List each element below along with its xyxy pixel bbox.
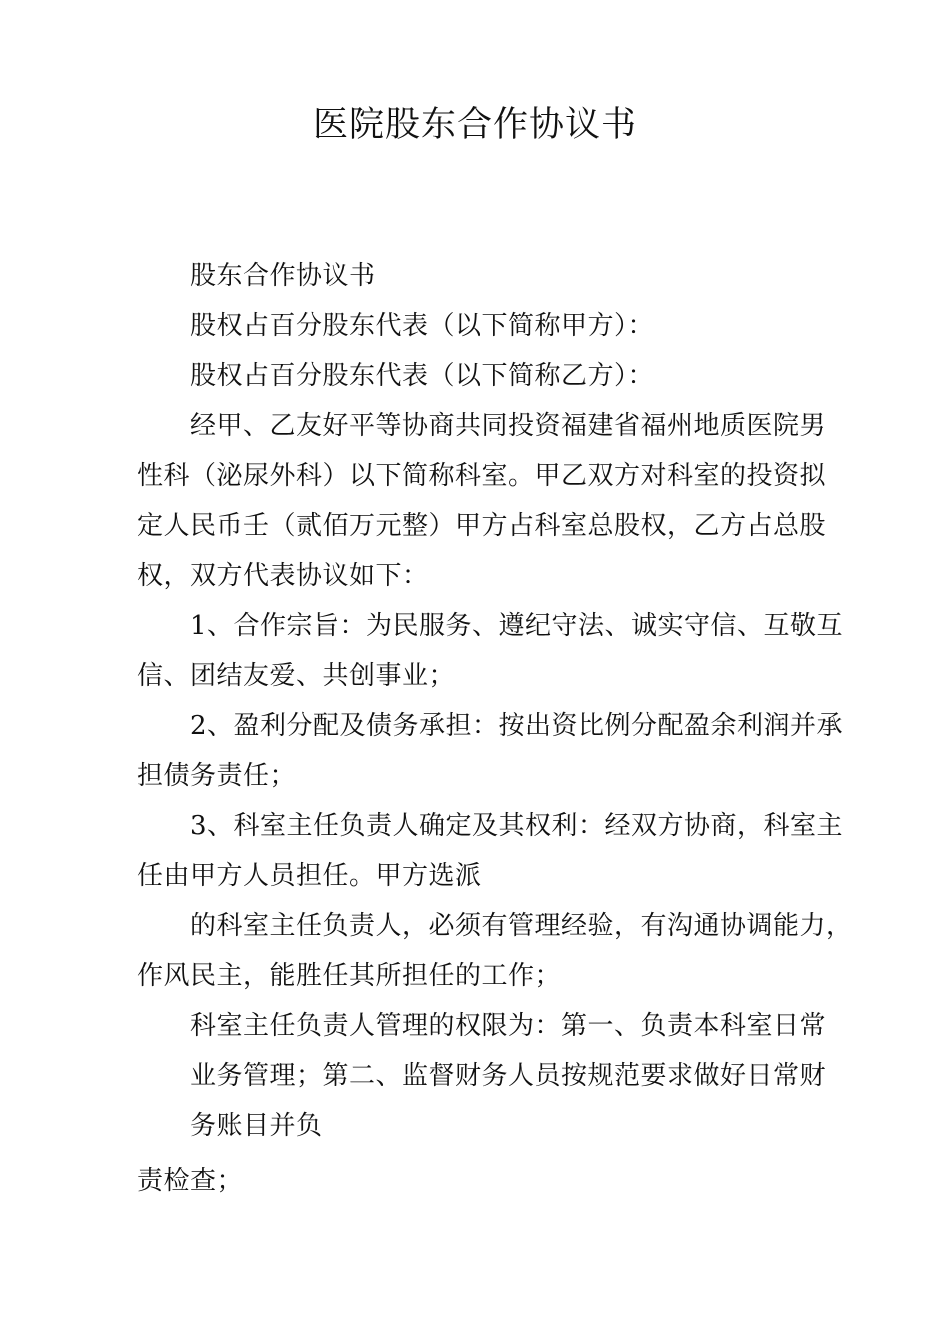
paragraph-line: 3、科室主任负责人确定及其权利：经双方协商，科室主 (190, 811, 844, 841)
paragraph-line: 2、盈利分配及债务承担：按出资比例分配盈余利润并承 (190, 711, 844, 741)
paragraph-line: 信、团结友爱、共创事业； (137, 661, 456, 691)
paragraph-line: 定人民币壬（贰佰万元整）甲方占科室总股权，乙方占总股 (137, 511, 827, 541)
paragraph-line: 业务管理；第二、监督财务人员按规范要求做好日常财 (190, 1061, 827, 1091)
paragraph-line: 经甲、乙友好平等协商共同投资福建省福州地质医院男 (190, 411, 827, 441)
paragraph-line: 作风民主，能胜任其所担任的工作； (137, 961, 562, 991)
paragraph-line: 务账目并负 (190, 1111, 323, 1141)
paragraph-line: 任由甲方人员担任。甲方选派 (137, 861, 482, 891)
paragraph-line: 科室主任负责人管理的权限为：第一、负责本科室日常 (190, 1011, 827, 1041)
paragraph-line: 权，双方代表协议如下： (137, 561, 429, 591)
paragraph-line: 的科室主任负责人，必须有管理经验，有沟通协调能力， (190, 911, 853, 941)
document-title: 医院股东合作协议书 (312, 105, 637, 145)
paragraph-line: 性科（泌尿外科）以下简称科室。甲乙双方对科室的投资拟 (137, 461, 827, 491)
paragraph-line: 股权占百分股东代表（以下简称甲方）： (190, 311, 655, 341)
paragraph-line: 1、合作宗旨：为民服务、遵纪守法、诚实守信、互敬互 (190, 611, 844, 641)
paragraph-line: 担债务责任； (137, 761, 297, 791)
paragraph-line: 责检查； (137, 1166, 244, 1196)
paragraph-line: 股东合作协议书 (190, 261, 376, 291)
paragraph-line: 股权占百分股东代表（以下简称乙方）： (190, 361, 655, 391)
